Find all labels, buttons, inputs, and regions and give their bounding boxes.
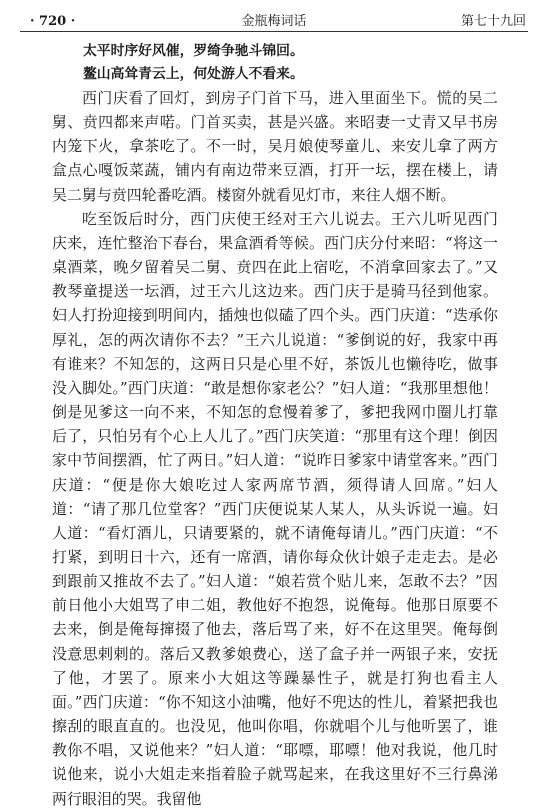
poem-line: 鳌山高耸青云上，何处游人不看来。 [83, 66, 304, 82]
page-number: · 720 · [30, 14, 76, 29]
header-rule [20, 31, 528, 32]
chapter-title: 第七十九回 [460, 14, 526, 29]
book-title: 金瓶梅词话 [241, 14, 307, 29]
poem-verse [83, 40, 498, 86]
body-paragraph: 西门庆看了回灯，到房子门首下马，进入里面坐下。慌的吴二舅、贲四都来声喏。门首买卖，甚是兴盛。来昭妻一丈青又早书房内笼下火，拿茶吃了。不一时，吴月娘使琴童儿、来安儿拿了两方盒点心嘎饭菜蔬，铺内有南边带来豆酒，打开一坛，摆在楼上，请吴二舅与贲四轮番吃酒。楼窗外就看见灯市，来往人烟不断。 [52, 89, 498, 204]
page-body [52, 40, 498, 811]
body-paragraph: 吃至饭后时分，西门庆使王经对王六儿说去。王六儿听见西门庆来，连忙整治下春台，果盒酒肴等候。西门庆分付来昭：“将这一桌酒菜，晚夕留着吴二舅、贲四在此上宿吃，不消拿回家去了。”又教琴童提送一坛酒，过王六儿这边来。西门庆于是骑马径到他家。妇人打扮迎接到明间内，插烛也似磕了四个头。西门庆道：“迭承你厚礼，怎的两次请你不去？”王六儿说道：“爹倒说的好，我家中再有谁来？不知怎的，这两日只是心里不好，茶饭儿也懒待吃，做事没入脚处。”西门庆道：“敢是想你家老公？”妇人道：“我那里想他！倒是见爹这一向不来，不知怎的怠慢着爹了，爹把我网巾圈儿打靠后了，只怕另有个心上人儿了。”西门庆笑道：“那里有这个理！倒因家中节间摆酒，忙了两日。”妇人道：“说昨日爹家中请堂客来。”西门庆道：“便是你大娘吃过人家两席节酒，须得请人回席。”妇人道：“请了那几位堂客？”西门庆便说某人某人，从头诉说一遍。妇人道：“看灯酒儿，只请要紧的，就不请俺每请儿。”西门庆道：“不打紧，到明日十六，还有一席酒，请你每众伙计娘子走走去。是必到跟前又推故不去了。”妇人道：“娘若赏个贴儿来，怎敢不去？”因前日他小大姐骂了申二姐，教他好不抱怨，说俺每。他那日原要不去来，倒是俺每撺掇了他去，落后骂了来，好不在这里哭。俺每倒没意思剌剌的。落后又教爹娘费心，送了盒子并一两银子来，安抚了他，才罢了。原来小大姐这等躁暴性子，就是打狗也看主人面。”西门庆道：“你不知这小油嘴，他好不兜达的性儿，着紧把我也擦刮的眼直直的。也没见，他叫你唱，你就唱个儿与他听罢了，谁教你不唱，又说他来？”妇人道：“耶嘌，耶嘌！他对我说，他几时说他来，说小大姐走来指着脸子就骂起来，在我这里好不三行鼻涕两行眼泪的哭。我留他 [52, 209, 498, 808]
poem-line: 太平时序好风催，罗绮争驰斗锦回。 [83, 43, 304, 59]
